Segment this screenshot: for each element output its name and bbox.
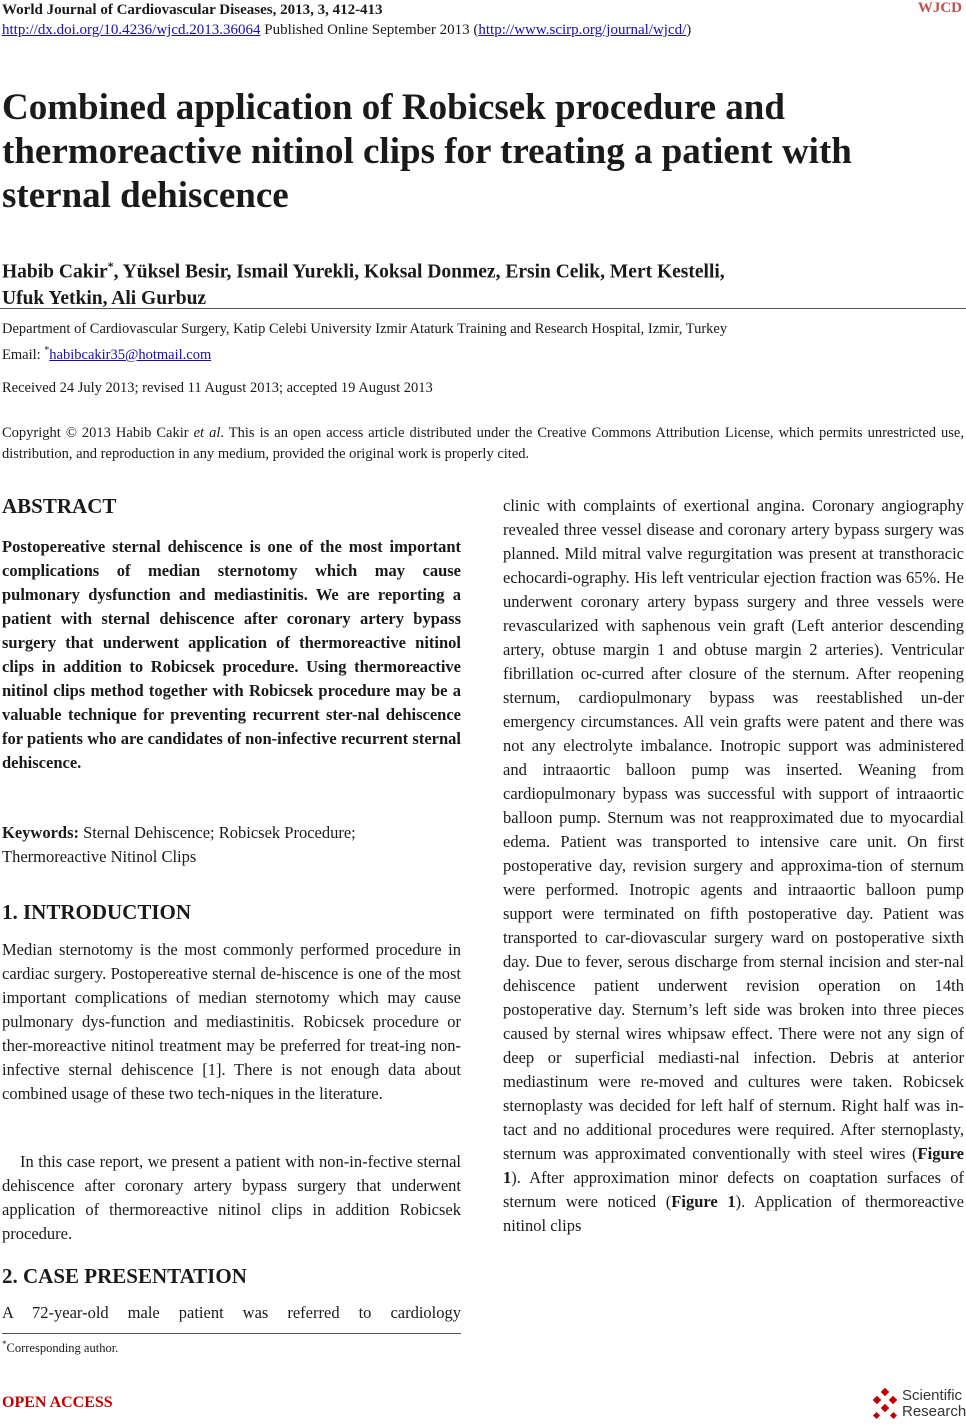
copyright-notice [2,423,964,465]
case-presentation-continued [503,494,964,1238]
journal-citation: World Journal of Cardiovascular Diseases, 2013, 3, 412-413 [2,2,383,18]
intro-heading: 1. INTRODUCTION [2,900,192,924]
case-text-2: ). After approximation minor defects on coaptation surfaces of sternum were noticed ( [503,1168,964,1211]
copyright-post: . This is an open access article distributed under the Creative Commons Attribution License, which permits unrestricted use, distribution, and reproduction in any medium, provided the original work is properly cited. [2,425,964,462]
journal-link[interactable]: http://www.scirp.org/journal/wjcd/ [478,22,687,38]
case-paragraph-start: A 72-year-old male patient was referred to cardiology [2,1303,461,1322]
copyright-etal: et al [193,425,221,441]
open-access-label: OPEN ACCESS [2,1394,113,1411]
footnote-divider [2,1333,461,1334]
intro-paragraph-2: In this case report, we present a patient with non-in-fective sternal dehiscence after coronary artery bypass surgery that underwent application of thermoreactive nitinol clips in addition Robicsek procedure. [2,1152,461,1243]
received-dates: Received 24 July 2013; revised 11 August 2013; accepted 19 August 2013 [2,380,433,396]
divider [0,308,966,309]
author-line2: Ufuk Yetkin, Ali Gurbuz [2,287,207,309]
article-title: Combined application of Robicsek procedure and thermoreactive nitinol clips for treating a patient with sternal dehiscence [2,87,852,216]
case-heading: 2. CASE PRESENTATION [2,1264,247,1288]
keywords [2,821,461,869]
abstract-heading: ABSTRACT [2,494,117,518]
keywords-text: Sternal Dehiscence; Robicsek Procedure; Thermoreactive Nitinol Clips [2,823,356,866]
email-label: Email: [2,346,45,363]
figure-ref-1[interactable]: Figure 1 [503,1144,964,1187]
figure-ref-2[interactable]: Figure 1 [671,1192,736,1211]
email-mark: * [44,345,50,356]
case-text-1: clinic with complaints of exertional angina. Coronary angiography revealed three vessel disease and coronary artery bypass surgery was planned. Mild mitral valve regurgitation was present at transthoracic echocardi-ography. His left ventricular ejection fraction was 65%. He underwent coronary artery bypass surgery and three vessels were revascularized with saphenous vein graft (Left anterior descending artery, obtuse margin 1 and obtuse margin 2 arteries). Ventricular fibrillation oc-curred after closure of the sternum. After reopening sternum, cardiopulmonary bypass was reestablished un-der emergency circumstances. All vein grafts were patent and there was not any electrolyte imbalance. Inotropic support was administered and intraaortic balloon pump was inserted. Weaning from cardiopulmonary bypass was successful with support of intraaortic balloon pump. Sternum was not reapproximated due to myocardial edema. Patient was transported to intensive care unit. On first postoperative day, revision surgery and approxima-tion of sternum were performed. Inotropic agents and intraaortic balloon pump support were terminated on fifth postoperative day. Patient was transported to car-diovascular surgery ward on postoperative sixth day. Due to fever, serous discharge from sternal incision and ster-nal dehiscence patient underwent revision operation on 14th postoperative day. Sternum’s left side was broken into three pieces caused by sternal wires whipsaw effect. There were not any sign of deep or superficial mediasti-nal infection. Debris at anterior mediastinum were re-moved and cultures were taken. Robicsek sternoplasty was decided for left half of sternum. Right half was in-tact and no additional procedures were required. After sternoplasty, sternum was approximated conventionally with steel wires ( [503,496,964,1163]
journal-abbrev: WJCD [917,0,962,16]
footnote-text: Corresponding author. [6,1341,119,1356]
published-text: Published Online September 2013 ( [260,22,479,38]
author-list [2,253,942,312]
author-mark: * [107,259,114,273]
logo-line-2: Research [902,1403,966,1420]
doi-link[interactable]: http://dx.doi.org/10.4236/wjcd.2013.36064 [2,22,261,38]
running-header [2,0,691,40]
author-rest: , Yüksel Besir, Ismail Yurekli, Koksal Donmez, Ersin Celik, Mert Kestelli, [113,261,725,283]
footnote-mark: * [2,1339,7,1349]
close-paren: ) [686,22,692,38]
affiliation [2,318,952,366]
copyright-pre: Copyright © 2013 Habib Cakir [2,425,194,441]
scientific-research-logo [870,1387,966,1422]
logo-line-1: Scientific [902,1387,963,1404]
email-link[interactable]: habibcakir35@hotmail.com [49,346,212,363]
keywords-label: Keywords: [2,823,79,842]
department: Department of Cardiovascular Surgery, Katip Celebi University Izmir Ataturk Training and Research Hospital, Izmir, Turkey [2,321,728,337]
logo-text [902,1388,966,1420]
email-line [2,340,952,366]
footnote [2,1339,118,1356]
doi-line [2,20,691,40]
case-text-3: ). Application of thermoreactive nitinol clips [503,1192,964,1235]
abstract-text: Postopereative sternal dehiscence is one of the most important complications of median sternotomy which may cause pulmonary dysfunction and mediastinitis. We are reporting a patient with sternal dehiscence after coronary artery bypass surgery that underwent application of thermoreactive nitinol clips in addition to Robicsek procedure. Using thermoreactive nitinol clips method together with Robicsek procedure may be a valuable technique for preventing recurrent ster-nal dehiscence for patients who are candidates of non-infective recurrent sternal dehiscence. [2,537,461,772]
logo-mark-icon [870,1388,900,1422]
intro-paragraph-1: Median sternotomy is the most commonly performed procedure in cardiac surgery. Postopereative sternal de-hiscence is one of the most important complications of median sternotomy which may cause pulmonary dys-function and mediastinitis. Robicsek procedure or ther-moreactive nitinol treatment may be preferred for treat-ing non-infective sternal dehiscence [1]. There is not enough data about combined usage of these two tech-niques in the literature. [2,940,461,1103]
author-first: Habib Cakir [2,261,108,283]
